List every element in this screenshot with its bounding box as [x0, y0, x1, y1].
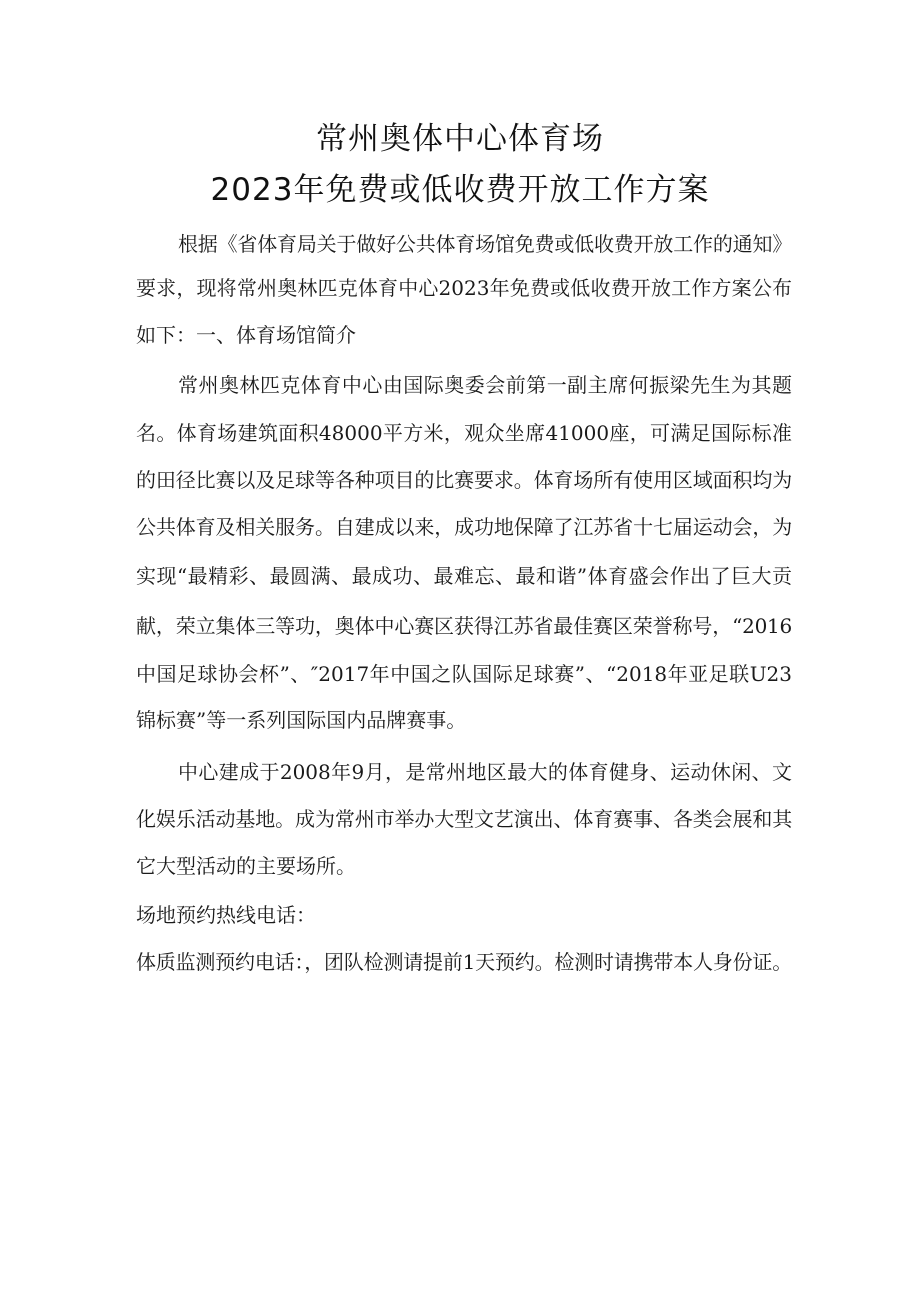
paragraph-line: 的田径比赛以及足球等各种项目的比赛要求。体育场所有使用区域面积均为 — [136, 468, 792, 492]
paragraph-line: 中心建成于2008年9月，是常州地区最大的体育健身、运动休闲、文 — [178, 760, 792, 784]
paragraph-line: 实现“最精彩、最圆满、最成功、最难忘、最和谐”体育盛会作出了巨大贡 — [136, 564, 792, 588]
paragraph-line: 化娱乐活动基地。成为常州市举办大型文艺演出、体育赛事、各类会展和其 — [136, 807, 792, 831]
paragraph-line: 常州奥林匹克体育中心由国际奥委会前第一副主席何振梁先生为其题 — [178, 373, 792, 397]
paragraph-line: 名。体育场建筑面积48000平方米，观众坐席41000座，可满足国际标准 — [136, 421, 792, 445]
document-subtitle: 2023年免费或低收费开放工作方案 — [210, 172, 710, 208]
paragraph-line: 如下：一、体育场馆简介 — [136, 323, 356, 347]
document-title: 常州奥体中心体育场 — [316, 121, 604, 157]
paragraph-line: 锦标赛”等一系列国际国内品牌赛事。 — [136, 708, 467, 732]
paragraph-line: 中国足球协会杯”、″2017年中国之队国际足球赛”、“2018年亚足联U23 — [136, 662, 792, 686]
paragraph-line: 它大型活动的主要场所。 — [136, 854, 356, 878]
paragraph-line: 要求，现将常州奥林匹克体育中心2023年免费或低收费开放工作方案公布 — [136, 276, 792, 300]
paragraph-line: 公共体育及相关服务。自建成以来，成功地保障了江苏省十七届运动会，为 — [136, 515, 792, 539]
booking-hotline-line: 场地预约热线电话： — [136, 903, 316, 927]
paragraph-line: 根据《省体育局关于做好公共体育场馆免费或低收费开放工作的通知》 — [178, 232, 792, 256]
fitness-test-line: 体质监测预约电话：，团队检测请提前1天预约。检测时请携带本人身份证。 — [136, 950, 792, 974]
paragraph-line: 献，荣立集体三等功，奥体中心赛区获得江苏省最佳赛区荣誉称号，“2016 — [136, 614, 792, 638]
